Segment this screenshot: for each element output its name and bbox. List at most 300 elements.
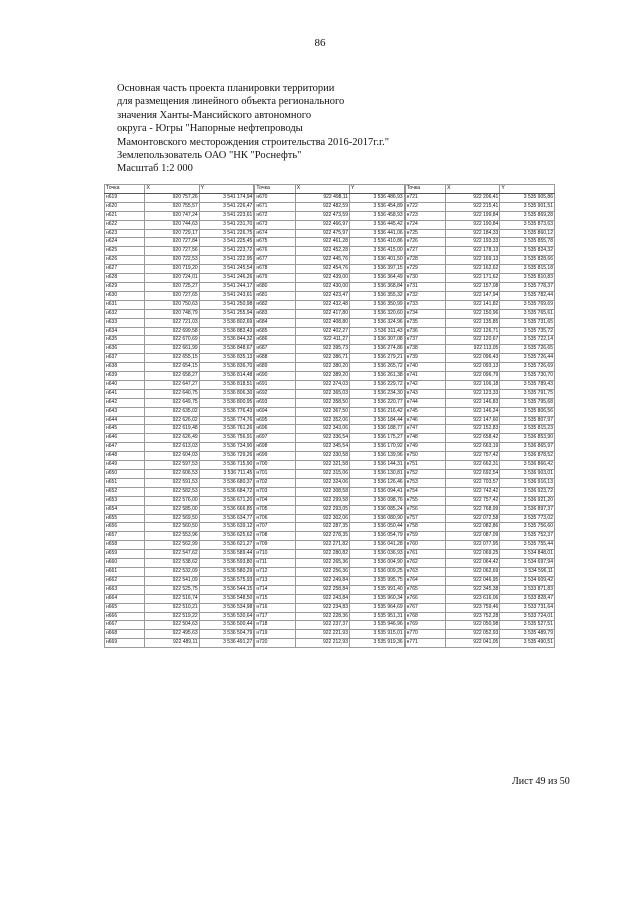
x-cell: 922 374,03: [295, 380, 349, 389]
point-cell: н754: [405, 487, 445, 496]
point-cell: н717: [255, 612, 295, 621]
point-cell: н740: [405, 363, 445, 372]
point-cell: н683: [255, 309, 295, 318]
point-cell: н685: [255, 327, 295, 336]
table-row: [255, 247, 404, 256]
y-cell: 3 536 836,70: [199, 363, 254, 372]
y-cell: 3 535 795,68: [500, 398, 555, 407]
x-cell: 922 069,25: [446, 550, 500, 559]
x-cell: 922 302,06: [295, 514, 349, 523]
y-cell: 3 536 397,15: [350, 265, 405, 274]
point-cell: н667: [105, 621, 145, 630]
y-cell: 3 536 368,84: [350, 282, 405, 291]
table-row: [405, 443, 554, 452]
x-cell: 922 582,53: [145, 487, 199, 496]
point-cell: н722: [405, 202, 445, 211]
x-cell: 922 473,59: [295, 211, 349, 220]
table-row: [255, 630, 404, 639]
x-cell: 922 050,98: [446, 621, 500, 630]
point-cell: н753: [405, 478, 445, 487]
x-cell: 920 744,63: [145, 220, 199, 229]
table-row: [405, 541, 554, 550]
table-row: [105, 247, 254, 256]
table-row: [105, 541, 254, 550]
point-cell: н679: [255, 274, 295, 283]
y-cell: 3 536 229,72: [350, 380, 405, 389]
y-cell: 3 535 755,44: [500, 541, 555, 550]
sheet-footer: Лист 49 из 50: [512, 776, 570, 787]
x-cell: 922 150,96: [446, 309, 500, 318]
y-cell: 3 535 726,44: [500, 354, 555, 363]
y-cell: 3 536 866,42: [500, 461, 555, 470]
column-header-y: Y: [500, 185, 555, 194]
point-cell: н666: [105, 612, 145, 621]
table-row: [255, 300, 404, 309]
x-cell: 922 271,82: [295, 541, 349, 550]
table-row: [255, 550, 404, 559]
point-cell: н724: [405, 220, 445, 229]
x-cell: 922 389,20: [295, 372, 349, 381]
y-cell: 3 533 731,64: [500, 603, 555, 612]
table-row: [105, 603, 254, 612]
point-cell: н637: [105, 354, 145, 363]
x-cell: 922 663,19: [446, 443, 500, 452]
table-row: [405, 291, 554, 300]
y-cell: 3 536 548,50: [199, 594, 254, 603]
x-cell: 922 519,22: [145, 612, 199, 621]
table-row: [255, 211, 404, 220]
x-cell: 922 064,42: [446, 559, 500, 568]
table-row: [255, 532, 404, 541]
table-row: [405, 282, 554, 291]
table-row: [105, 470, 254, 479]
x-cell: 922 299,58: [295, 496, 349, 505]
x-cell: 922 504,63: [145, 621, 199, 630]
point-cell: н719: [255, 630, 295, 639]
y-cell: 3 536 098,76: [350, 496, 405, 505]
table-row: [405, 523, 554, 532]
table-row: [105, 550, 254, 559]
x-cell: 922 141,82: [446, 300, 500, 309]
x-cell: 922 417,80: [295, 309, 349, 318]
y-cell: 3 541 245,54: [199, 265, 254, 274]
y-cell: 3 541 243,61: [199, 291, 254, 300]
x-cell: 922 212,93: [295, 639, 349, 648]
y-cell: 3 536 878,52: [500, 452, 555, 461]
y-cell: 3 535 726,65: [500, 345, 555, 354]
point-cell: н677: [255, 256, 295, 265]
point-cell: н726: [405, 238, 445, 247]
table-row: [105, 220, 254, 229]
x-cell: 922 178,13: [446, 247, 500, 256]
y-cell: 3 541 174,94: [199, 193, 254, 202]
x-cell: 922 495,63: [145, 630, 199, 639]
table-row: [405, 585, 554, 594]
point-cell: н708: [255, 532, 295, 541]
x-cell: 922 386,71: [295, 354, 349, 363]
table-row: [405, 372, 554, 381]
x-cell: 922 265,36: [295, 559, 349, 568]
y-cell: 3 536 036,93: [350, 550, 405, 559]
point-cell: н712: [255, 567, 295, 576]
y-cell: 3 536 814,48: [199, 372, 254, 381]
x-cell: 923 616,06: [446, 594, 500, 603]
heading-line: округа - Югры "Напорные нефтепроводы: [117, 123, 303, 135]
table-row: [405, 639, 554, 648]
point-cell: н673: [255, 220, 295, 229]
x-cell: 922 321,58: [295, 461, 349, 470]
y-cell: 3 536 530,64: [199, 612, 254, 621]
x-cell: 920 725,27: [145, 282, 199, 291]
x-cell: 922 096,79: [446, 372, 500, 381]
x-cell: 920 719,20: [145, 265, 199, 274]
point-cell: н748: [405, 434, 445, 443]
table-row: [105, 300, 254, 309]
point-cell: н720: [255, 639, 295, 648]
table-row: [105, 639, 254, 648]
point-cell: н721: [405, 193, 445, 202]
point-cell: н662: [105, 576, 145, 585]
x-cell: 923 752,28: [446, 612, 500, 621]
point-cell: н634: [105, 327, 145, 336]
table-row: [405, 202, 554, 211]
coordinates-table-1: [104, 184, 254, 648]
x-cell: 922 206,41: [446, 193, 500, 202]
y-cell: 3 536 853,90: [500, 434, 555, 443]
point-cell: н661: [105, 567, 145, 576]
y-cell: 3 535 789,43: [500, 380, 555, 389]
table-row: [405, 354, 554, 363]
point-cell: н714: [255, 585, 295, 594]
point-cell: н622: [105, 220, 145, 229]
table-row: [255, 282, 404, 291]
table-row: [405, 309, 554, 318]
point-cell: н742: [405, 380, 445, 389]
point-cell: н660: [105, 559, 145, 568]
y-cell: 3 536 401,50: [350, 256, 405, 265]
point-cell: н725: [405, 229, 445, 238]
y-cell: 3 536 080,90: [350, 514, 405, 523]
heading-line: Основная часть проекта планировки территории: [117, 83, 335, 94]
y-cell: 3 534 609,42: [500, 576, 555, 585]
point-cell: н741: [405, 372, 445, 381]
point-cell: н746: [405, 416, 445, 425]
y-cell: 3 536 921,20: [500, 496, 555, 505]
x-cell: 922 062,69: [446, 567, 500, 576]
x-cell: 922 126,71: [446, 327, 500, 336]
y-cell: 3 536 188,77: [350, 425, 405, 434]
x-cell: 922 662,31: [446, 461, 500, 470]
point-cell: н723: [405, 211, 445, 220]
point-cell: н670: [255, 193, 295, 202]
y-cell: 3 536 711,45: [199, 470, 254, 479]
y-cell: 3 536 415,00: [350, 247, 405, 256]
point-cell: н684: [255, 318, 295, 327]
y-cell: 3 535 964,69: [350, 603, 405, 612]
x-cell: 922 106,18: [446, 380, 500, 389]
table-row: [255, 612, 404, 621]
y-cell: 3 536 144,31: [350, 461, 405, 470]
table-row: [405, 461, 554, 470]
x-cell: 922 432,48: [295, 300, 349, 309]
y-cell: 3 536 279,21: [350, 354, 405, 363]
point-cell: н659: [105, 550, 145, 559]
point-cell: н769: [405, 621, 445, 630]
x-cell: 922 380,20: [295, 363, 349, 372]
y-cell: 3 535 815,18: [500, 265, 555, 274]
table-row: [255, 380, 404, 389]
y-cell: 3 536 234,30: [350, 389, 405, 398]
y-cell: 3 536 094,41: [350, 487, 405, 496]
y-cell: 3 535 860,12: [500, 229, 555, 238]
table-row: [105, 594, 254, 603]
y-cell: 3 536 350,99: [350, 300, 405, 309]
y-cell: 3 536 634,77: [199, 514, 254, 523]
point-cell: н643: [105, 407, 145, 416]
x-cell: 922 475,97: [295, 229, 349, 238]
x-cell: 922 315,06: [295, 470, 349, 479]
y-cell: 3 535 778,37: [500, 282, 555, 291]
y-cell: 3 536 458,93: [350, 211, 405, 220]
table-row: [405, 576, 554, 585]
x-cell: 922 591,53: [145, 478, 199, 487]
x-cell: 922 482,59: [295, 202, 349, 211]
x-cell: 922 510,21: [145, 603, 199, 612]
y-cell: 3 535 960,34: [350, 594, 405, 603]
table-row: [405, 256, 554, 265]
table-row: [255, 309, 404, 318]
point-cell: н687: [255, 345, 295, 354]
table-row: [405, 434, 554, 443]
x-cell: 922 096,43: [446, 354, 500, 363]
point-cell: н711: [255, 559, 295, 568]
table-row: [105, 630, 254, 639]
point-cell: н658: [105, 541, 145, 550]
table-row: [405, 452, 554, 461]
column-header-x: X: [145, 185, 199, 194]
point-cell: н671: [255, 202, 295, 211]
point-cell: н695: [255, 416, 295, 425]
table-row: [105, 318, 254, 327]
table-row: [405, 496, 554, 505]
point-cell: н731: [405, 282, 445, 291]
x-cell: 922 365,03: [295, 389, 349, 398]
table-row: [105, 345, 254, 354]
y-cell: 3 541 246,26: [199, 274, 254, 283]
table-row: [105, 389, 254, 398]
x-cell: 922 215,41: [446, 202, 500, 211]
y-cell: 3 536 589,44: [199, 550, 254, 559]
table-row: [255, 229, 404, 238]
table-row: [405, 300, 554, 309]
x-cell: 922 237,37: [295, 621, 349, 630]
point-cell: н710: [255, 550, 295, 559]
x-cell: 922 569,50: [145, 514, 199, 523]
x-cell: 922 072,58: [446, 514, 500, 523]
x-cell: 922 162,62: [446, 265, 500, 274]
table-row: [105, 452, 254, 461]
point-cell: н639: [105, 372, 145, 381]
y-cell: 3 536 621,27: [199, 541, 254, 550]
table-row: [255, 559, 404, 568]
y-cell: 3 535 731,65: [500, 318, 555, 327]
x-cell: 922 466,97: [295, 220, 349, 229]
table-row: [255, 407, 404, 416]
point-cell: н628: [105, 274, 145, 283]
point-cell: н682: [255, 300, 295, 309]
column-header-point: Точка: [105, 185, 145, 194]
x-cell: 923 759,46: [446, 603, 500, 612]
y-cell: 3 536 534,98: [199, 603, 254, 612]
point-cell: н624: [105, 238, 145, 247]
y-cell: 3 535 730,70: [500, 372, 555, 381]
table-row: [405, 532, 554, 541]
y-cell: 3 536 883,43: [199, 327, 254, 336]
y-cell: 3 535 810,83: [500, 274, 555, 283]
point-cell: н757: [405, 514, 445, 523]
y-cell: 3 536 684,72: [199, 487, 254, 496]
x-cell: 922 703,57: [446, 478, 500, 487]
y-cell: 3 536 085,24: [350, 505, 405, 514]
x-cell: 922 093,13: [446, 363, 500, 372]
table-row: [255, 291, 404, 300]
y-cell: 3 541 250,98: [199, 300, 254, 309]
y-cell: 3 536 734,90: [199, 443, 254, 452]
x-cell: 922 308,58: [295, 487, 349, 496]
y-cell: 3 536 170,92: [350, 443, 405, 452]
x-cell: 922 658,42: [446, 434, 500, 443]
y-cell: 3 536 041,28: [350, 541, 405, 550]
table-row: [105, 559, 254, 568]
table-row: [405, 229, 554, 238]
y-cell: 3 535 726,69: [500, 363, 555, 372]
x-cell: 922 152,83: [446, 425, 500, 434]
y-cell: 3 533 828,47: [500, 594, 555, 603]
point-cell: н696: [255, 425, 295, 434]
y-cell: 3 535 901,51: [500, 202, 555, 211]
y-cell: 3 536 666,85: [199, 505, 254, 514]
y-cell: 3 536 800,95: [199, 398, 254, 407]
x-cell: 922 135,85: [446, 318, 500, 327]
x-cell: 922 408,80: [295, 318, 349, 327]
x-cell: 922 258,84: [295, 585, 349, 594]
y-cell: 3 536 486,93: [350, 193, 405, 202]
point-cell: н621: [105, 211, 145, 220]
point-cell: н737: [405, 336, 445, 345]
y-cell: 3 536 865,97: [500, 443, 555, 452]
table-row: [105, 238, 254, 247]
table-row: [405, 238, 554, 247]
point-cell: н648: [105, 452, 145, 461]
point-cell: н755: [405, 496, 445, 505]
table-row: [105, 309, 254, 318]
point-cell: н665: [105, 603, 145, 612]
y-cell: 3 536 671,20: [199, 496, 254, 505]
table-row: [105, 291, 254, 300]
x-cell: 922 146,83: [446, 398, 500, 407]
x-cell: 922 147,60: [446, 416, 500, 425]
point-cell: н758: [405, 523, 445, 532]
table-row: [105, 621, 254, 630]
x-cell: 922 626,49: [145, 434, 199, 443]
y-cell: 3 535 991,40: [350, 585, 405, 594]
x-cell: 922 538,62: [145, 559, 199, 568]
x-cell: 922 280,82: [295, 550, 349, 559]
x-cell: 922 547,62: [145, 550, 199, 559]
x-cell: 922 661,99: [145, 345, 199, 354]
point-cell: н654: [105, 505, 145, 514]
table-row: [405, 425, 554, 434]
table-row: [255, 202, 404, 211]
y-cell: 3 535 752,37: [500, 532, 555, 541]
point-cell: н702: [255, 478, 295, 487]
x-cell: 922 619,48: [145, 425, 199, 434]
y-cell: 3 536 818,51: [199, 380, 254, 389]
x-cell: 922 423,47: [295, 291, 349, 300]
x-cell: 922 699,58: [145, 327, 199, 336]
table-row: [405, 416, 554, 425]
point-cell: н651: [105, 478, 145, 487]
point-cell: н751: [405, 461, 445, 470]
x-cell: 922 249,84: [295, 576, 349, 585]
x-cell: 922 169,13: [446, 256, 500, 265]
x-cell: 922 352,06: [295, 416, 349, 425]
y-cell: 3 535 527,51: [500, 621, 555, 630]
point-cell: н652: [105, 487, 145, 496]
x-cell: 922 041,05: [446, 639, 500, 648]
table-row: [105, 398, 254, 407]
point-cell: н763: [405, 567, 445, 576]
table-row: [405, 612, 554, 621]
y-cell: 3 536 835,13: [199, 354, 254, 363]
table-row: [255, 389, 404, 398]
table-row: [405, 550, 554, 559]
point-cell: н694: [255, 407, 295, 416]
point-cell: н729: [405, 265, 445, 274]
table-row: [255, 274, 404, 283]
x-cell: 922 654,15: [145, 363, 199, 372]
y-cell: 3 534 697,94: [500, 559, 555, 568]
x-cell: 922 768,99: [446, 505, 500, 514]
point-cell: н635: [105, 336, 145, 345]
x-cell: 922 082,86: [446, 523, 500, 532]
point-cell: н699: [255, 452, 295, 461]
y-cell: 3 536 776,43: [199, 407, 254, 416]
y-cell: 3 536 216,42: [350, 407, 405, 416]
x-cell: 922 123,33: [446, 389, 500, 398]
x-cell: 922 516,74: [145, 594, 199, 603]
point-cell: н736: [405, 327, 445, 336]
x-cell: 922 626,02: [145, 416, 199, 425]
table-row: [255, 639, 404, 648]
y-cell: 3 535 489,79: [500, 630, 555, 639]
x-cell: 922 345,38: [446, 585, 500, 594]
table-row: [105, 585, 254, 594]
table-row: [405, 193, 554, 202]
point-cell: н700: [255, 461, 295, 470]
x-cell: 920 748,79: [145, 309, 199, 318]
y-cell: 3 535 756,60: [500, 523, 555, 532]
table-row: [255, 256, 404, 265]
point-cell: н744: [405, 398, 445, 407]
table-row: [105, 443, 254, 452]
x-cell: 922 640,75: [145, 389, 199, 398]
table-row: [405, 594, 554, 603]
column-header-x: X: [295, 185, 349, 194]
y-cell: 3 535 815,23: [500, 425, 555, 434]
y-cell: 3 536 639,12: [199, 523, 254, 532]
point-cell: н732: [405, 291, 445, 300]
